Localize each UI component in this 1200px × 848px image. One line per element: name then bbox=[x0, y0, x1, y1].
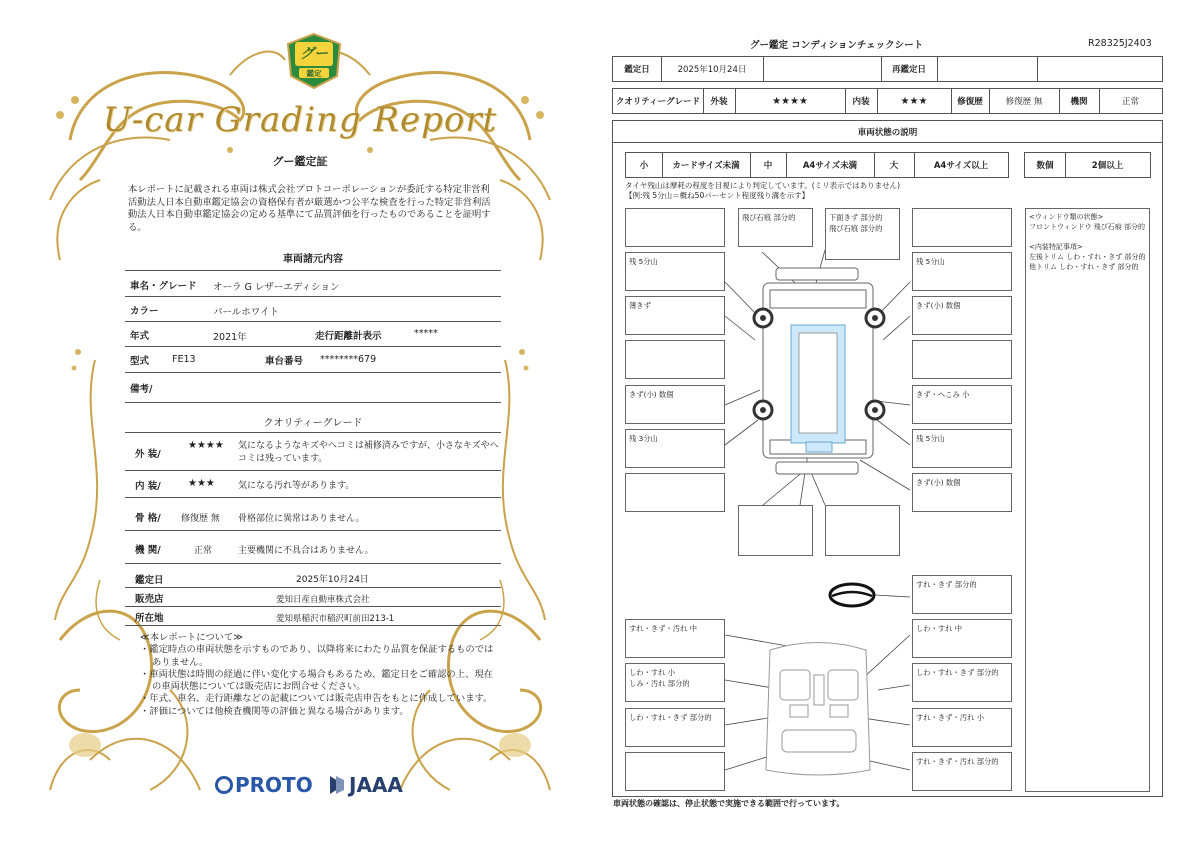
quality-grade-label: クオリティーグレード bbox=[615, 97, 701, 107]
int-label: 内装 bbox=[852, 97, 870, 107]
certificate-intro: 本レポートに記載される車両は株式会社プロトコーポレーションが委託する特定非営利活動法人日本自動車鑑定協会の資格保有者が厳選かつ公平な検査を行った特定非営利活動法人日本自動車鑑定協会の定める基準にて品質評価を行ったものであることを証明する。 bbox=[128, 184, 491, 233]
grade-stars: 正常 bbox=[194, 546, 213, 556]
steering-wheel-icon bbox=[830, 584, 874, 606]
grade-stars: 修復歴 無 bbox=[181, 514, 220, 524]
legend-large-desc: A4サイズ以上 bbox=[933, 161, 989, 171]
spec-heading: 車両諸元内容 bbox=[283, 254, 343, 265]
ext-label: 外装 bbox=[710, 97, 728, 107]
legend-small-desc: カードサイズ未満 bbox=[672, 161, 740, 171]
jaaa-logo-text: JAAA bbox=[349, 773, 403, 797]
grade-description: 気になるようなキズやヘコミは補修済みですが、小さなキズやヘコミは残っています。 bbox=[238, 441, 499, 464]
condition-heading: 車両状態の説明 bbox=[613, 121, 1162, 143]
appraisal-date-label: 鑑定日 bbox=[135, 575, 164, 586]
grade-label: 機 関/ bbox=[135, 545, 161, 556]
spec-year-label: 年式 bbox=[130, 331, 150, 342]
legend-count: 数個 bbox=[1036, 161, 1054, 171]
reappraisal-date-label: 再鑑定日 bbox=[891, 65, 926, 75]
grade-label: 外 装/ bbox=[135, 449, 161, 460]
jaaa-logo bbox=[328, 772, 403, 798]
grade-description: 気になる汚れ等があります。 bbox=[238, 481, 355, 491]
badge-text: グー bbox=[300, 46, 328, 62]
interior-note-right-1: しわ・すれ 中 bbox=[912, 619, 1012, 658]
exterior-note-front-right: 下面きず 部分的 飛び石痕 部分的 bbox=[825, 208, 900, 260]
certificate-subtitle: グー鑑定証 bbox=[272, 155, 328, 168]
proto-logo bbox=[215, 772, 313, 798]
int-value: ★★★ bbox=[900, 95, 928, 107]
engine-value: 正常 bbox=[1121, 97, 1139, 107]
grade-label: 骨 格/ bbox=[135, 513, 161, 524]
exterior-note-box bbox=[625, 208, 725, 247]
note-item: ・鑑定時点の車両状態を示すものであり、以降将来にわたり品質を保証するものではありません。 bbox=[140, 644, 494, 668]
spec-chassis-value: ********679 bbox=[320, 354, 377, 365]
exterior-note-box bbox=[912, 340, 1012, 379]
exterior-note-left-5: 残 3分山 bbox=[625, 429, 725, 468]
sheet-title: グー鑑定 コンディションチェックシート bbox=[750, 40, 924, 51]
exterior-note-front-left: 飛び石痕 部分的 bbox=[738, 208, 813, 247]
note-item: ・年式、車名、走行距離などの記載については販売店申告をもとに作成しています。 bbox=[140, 693, 493, 705]
spec-year-value: 2021年 bbox=[213, 332, 247, 343]
proto-mark-icon bbox=[215, 776, 233, 794]
spec-color-value: パールホワイト bbox=[213, 307, 280, 318]
exterior-note-box bbox=[738, 505, 813, 556]
grade-heading: クオリティーグレード bbox=[263, 418, 363, 429]
repair-label: 修復歴 bbox=[957, 97, 983, 107]
exterior-note-right-5: 残 5分山 bbox=[912, 429, 1012, 468]
engine-label: 機関 bbox=[1070, 97, 1088, 107]
exterior-note-box bbox=[825, 505, 900, 556]
interior-note-right-3: すれ・きず・汚れ 小 bbox=[912, 708, 1012, 747]
exterior-note-left-2: 薄きず bbox=[625, 296, 725, 335]
spec-name-value: オーラ G レザーエディション bbox=[213, 282, 340, 293]
grade-stars: ★★★★ bbox=[188, 440, 224, 451]
badge-subtext: 鑑定 bbox=[306, 69, 322, 78]
exterior-note-box bbox=[912, 208, 1012, 247]
sheet-date-value: 2025年10月24日 bbox=[677, 65, 747, 75]
grade-description: 主要機関に不具合はありません。 bbox=[238, 546, 374, 556]
special-notes-panel: <ウィンドウ類の状態> フロントウィンドウ 飛び石痕 部分的 <内装特記事項> 左後トリム しわ・すれ・きず 部分的 他トリム しわ・すれ・きず 部分的 bbox=[1025, 208, 1150, 792]
legend-medium-desc: A4サイズ未満 bbox=[802, 161, 858, 171]
exterior-note-right-6: きず(小) 数個 bbox=[912, 473, 1012, 512]
spec-remarks-label: 備考/ bbox=[130, 384, 153, 395]
exterior-note-left-4: きず(小) 数個 bbox=[625, 385, 725, 424]
note-item: ・評価については他検査機関等の評価と異なる場合があります。 bbox=[140, 705, 409, 717]
exterior-note-box bbox=[625, 473, 725, 512]
grade-label: 内 装/ bbox=[135, 481, 161, 492]
address-label: 所在地 bbox=[135, 613, 164, 624]
exterior-note-right-2: きず(小) 数個 bbox=[912, 296, 1012, 335]
sheet-footer-note: 車両状態の確認は、停止状態で実施できる範囲で行っています。 bbox=[613, 799, 845, 808]
spec-name-label: 車名・グレード bbox=[130, 281, 197, 292]
interior-note-left-2: しわ・すれ 小 しみ・汚れ 部分的 bbox=[625, 663, 725, 702]
spec-chassis-label: 車台番号 bbox=[265, 356, 304, 367]
spec-color-label: カラー bbox=[130, 306, 159, 317]
tire-note-2: 【例:残 5分山＝概ね50パーセント程度残り溝を示す】 bbox=[625, 191, 810, 200]
dealer-label: 販売店 bbox=[135, 594, 164, 605]
report-notes bbox=[140, 632, 500, 718]
appraisal-date-value: 2025年10月24日 bbox=[296, 575, 369, 585]
goo-appraisal-badge bbox=[285, 32, 343, 90]
legend-small: 小 bbox=[639, 161, 649, 171]
legend-large: 大 bbox=[889, 161, 899, 171]
grade-description: 骨格部位に異常はありません。 bbox=[238, 514, 365, 524]
ext-value: ★★★★ bbox=[772, 95, 808, 107]
legend-count-desc: 2個以上 bbox=[1091, 161, 1124, 171]
notes-heading: ≪本レポートについて≫ bbox=[140, 632, 243, 643]
condition-check-sheet bbox=[600, 0, 1200, 848]
dealer-value: 愛知日産自動車株式会社 bbox=[276, 595, 370, 605]
jaaa-mark-icon bbox=[328, 774, 346, 796]
repair-value: 修復歴 無 bbox=[1005, 97, 1043, 107]
certificate-title: U-car Grading Report bbox=[102, 100, 498, 140]
note-item: ・車両状態は時間の経過に伴い変化する場合もあるため、鑑定日をご確認の上、現在の車両状態については販売店にお問合せください。 bbox=[140, 668, 493, 693]
spec-odometer-label: 走行距離計表示 bbox=[315, 331, 382, 342]
interior-note-right-4: すれ・きず・汚れ 部分的 bbox=[912, 752, 1012, 791]
interior-note-steering: すれ・きず 部分的 bbox=[912, 575, 1012, 614]
spec-odometer-value: ***** bbox=[414, 328, 438, 339]
interior-note-left-1: すれ・きず・汚れ 中 bbox=[625, 619, 725, 658]
address-value: 愛知県稲沢市稲沢町前田213-1 bbox=[276, 614, 395, 624]
interior-note-right-2: しわ・すれ・きず 部分的 bbox=[912, 663, 1012, 702]
grade-stars: ★★★ bbox=[188, 478, 215, 489]
spec-model-value: FE13 bbox=[172, 354, 196, 365]
proto-logo-text: PROTO bbox=[235, 773, 313, 797]
exterior-note-right-4: きず・へこみ 小 bbox=[912, 385, 1012, 424]
interior-note-left-3: しわ・すれ・きず 部分的 bbox=[625, 708, 725, 747]
legend-medium: 中 bbox=[763, 161, 773, 171]
spec-model-label: 型式 bbox=[130, 356, 150, 367]
exterior-note-right-1: 残 5分山 bbox=[912, 252, 1012, 291]
exterior-note-left-1: 残 5分山 bbox=[625, 252, 725, 291]
interior-note-box bbox=[625, 752, 725, 791]
exterior-note-box bbox=[625, 340, 725, 379]
tire-note-1: タイヤ残山は摩耗の程度を目視により判定しています。(ミリ表示ではありません) bbox=[625, 181, 901, 190]
sheet-doc-id: R28325J2403 bbox=[1088, 38, 1152, 49]
sheet-date-label: 鑑定日 bbox=[624, 65, 650, 75]
